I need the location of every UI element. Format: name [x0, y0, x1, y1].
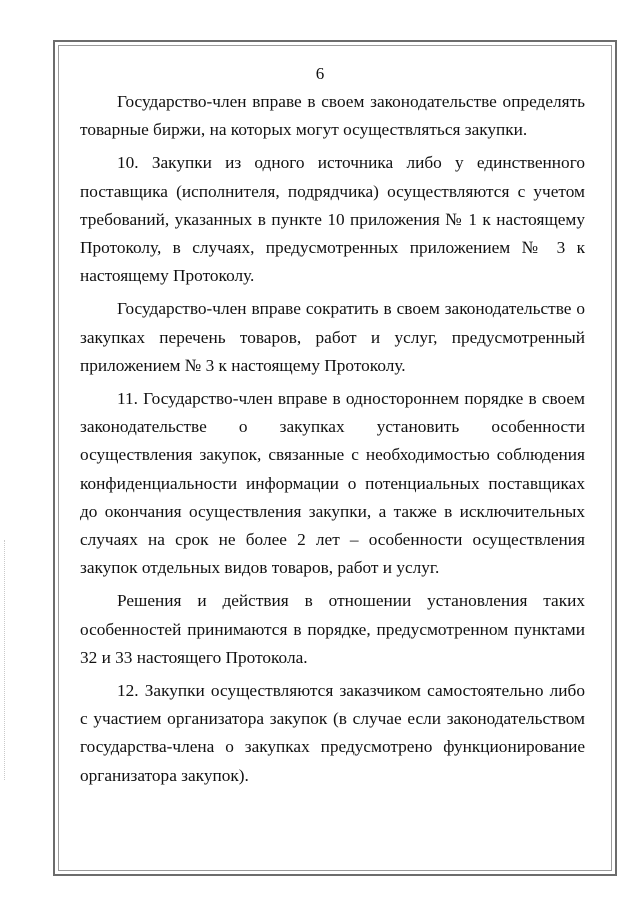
paragraph-exchanges: Государство-член вправе в своем законодательстве определять товарные биржи, на которых могут осуществляться закупки.: [80, 92, 585, 140]
scan-margin-specks: [4, 540, 7, 780]
paragraph-item-10: 10. Закупки из одного источника либо у единственного поставщика (исполнителя, подрядчика) осуществляются с учетом требований, указанных в пункте 10 приложения № 1 к настоящему Протоколу, в случаях, предусмотренных приложением № 3 к настоящему Протоколу.: [80, 153, 585, 286]
paragraph-reduce-list: Государство-член вправе сократить в своем законодательстве о закупках перечень товаров, работ и услуг, предусмотренный приложением № 3 к настоящему Протоколу.: [80, 299, 585, 375]
paragraph-decisions: Решения и действия в отношении установления таких особенностей принимаются в порядке, предусмотренном пунктами 32 и 33 настоящего Протокола.: [80, 591, 585, 667]
document-body: [80, 88, 585, 790]
page-number: 6: [315, 64, 325, 83]
paragraph-item-11: 11. Государство-член вправе в одностороннем порядке в своем законодательстве о закупках установить особенности осуществления закупок, связанные с необходимостью соблюдения конфиденциальности информации о потенциальных поставщиках до окончания осуществления закупки, а также в исключительных случаях на срок не более 2 лет – особенности осуществления закупок отдельных видов товаров, работ и услуг.: [80, 389, 585, 578]
paragraph-item-12: 12. Закупки осуществляются заказчиком самостоятельно либо с участием организатора закупок (в случае если законодательством государства-члена о закупках предусмотрено функционирование организатора закупок).: [80, 681, 585, 785]
